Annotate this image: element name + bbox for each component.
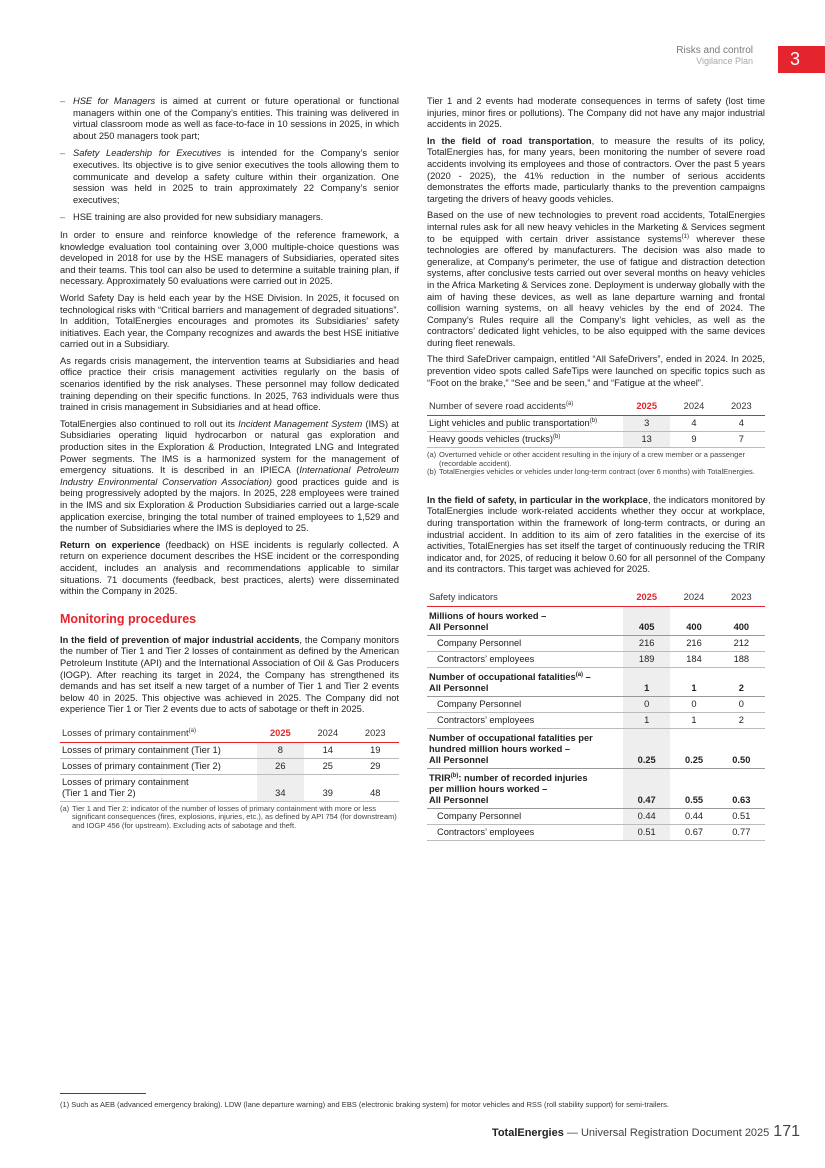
paragraph-major-accidents: In the field of prevention of major industrial accidents, the Company monitors the number of Tier 1 and Tier 2 losses of containment as defined by the American Petroleum Institute (API) and the International Association of Oil & Gas Producers (IOGP). After reaching its target in 2024, the Company has strengthened its demands and has set itself a new target of a number of Tier 1 and Tier 2 events below 40 in 2025. This objective was achieved in 2025. The Company did not experience Tier 1 or Tier 2 events due to acts of sabotage or theft in 2025. [60,634,399,715]
road-table-notes: (a) Overturned vehicle or other accident resulting in the injury of a crew member or a passenger (recordable accident). (b) TotalEnergies vehicles or vehicles under long-term contract (over 6 months) with TotalEnergies. [427,450,755,477]
table-row: Losses of primary containment (Tier 1 and Tier 2) 34 39 48 [60,774,399,801]
table-row: TRIR$^{(b)}$: number of recorded injuries per million hours worked – All Personnel 0.47 0.55 0.63 [427,768,765,808]
subsection-title: Vigilance Plan [696,56,753,66]
paragraph-world-safety: World Safety Day is held each year by the HSE Division. In 2025, it focused on technological risks with “Critical barriers and management of degraded situations”. In addition, TotalEnergies encourages and promotes its Subsidiaries’ safety initiatives. Each year, the Company recognizes and awards the best HSE initiative carried out in a Subsidiary. [60,292,399,350]
table-row: Company Personnel 0 0 0 [427,696,765,712]
paragraph-road-transport: In the field of road transportation, to measure the results of its policy, TotalEnergies has, for many years, been monitoring the number of severe road accidents involving its employees and those of contractors. Over the past 5 years (2020 - 2025), the 41% reduction in the number of serious accidents demonstrates the efforts made, particularly thanks to the prevention campaigns targeting the drivers of heavy goods vehicles. [427,135,765,204]
paragraph-return-experience: Return on experience (feedback) on HSE incidents is regularly collected. A return on experience document describes the HSE incident or the corresponding accident, includes an analysis and recommendations applicable to similar situations. 71 documents (feedback, best practices, alerts) were disseminated within the Company in 2025. [60,539,399,597]
table-row: Millions of hours worked – All Personnel 405 400 400 [427,606,765,635]
bullet-new-managers: – HSE training are also provided for new subsidiary managers. [60,212,324,223]
table-row: Number of occupational fatalities$^{(a)}$ – All Personnel 1 1 2 [427,667,765,696]
losses-table [60,724,399,802]
table-row: Light vehicles and public transportation$^{(b)}$ 3 4 4 [427,416,765,432]
running-header [676,45,753,67]
losses-table-notes: (a) Tier 1 and Tier 2: indicator of the number of losses of primary containment with more or less significant consequences (fires, explosions, injuries, etc.), as defined by API 754 (for downstream) and IOGP 456 (for upstream). Excluding acts of sabotage and theft. [60,803,397,830]
paragraph-safedriver: The third SafeDriver campaign, entitled “All SafeDrivers”, ended in 2024. In 2025, prevention video spots called SafeTips were launched on specific topics such as “Foot on the brake,” “See and be seen,” and “Fatigue at the wheel”. [427,354,765,388]
dash-marker: – [60,148,66,159]
table-row: Losses of primary containment (Tier 1) 8 14 19 [60,742,399,758]
safety-indicators-table [427,588,765,841]
table-row: Company Personnel 0.44 0.44 0.51 [427,808,765,824]
footnote-divider [60,1093,146,1094]
table-row: Losses of primary containment (Tier 2) 26 25 29 [60,758,399,774]
chapter-tab: 3 [778,46,825,73]
bullet-safety-leadership: – Safety Leadership for Executives is intended for the Company’s senior executives. Its objective is to give senior executives the tools allowing them to communicate and develop a safety culture within their organization. One session was held in 2025 to train approximately 22 Company’s senior executives; [60,148,399,205]
road-accidents-table [427,397,765,448]
table-header-row: Losses of primary containment$^{(a)}$ 2025 2024 2023 [60,724,399,743]
paragraph-knowledge: In order to ensure and reinforce knowledge of the reference framework, a knowledge evaluation tool containing over 3,000 multiple-choice questions was developed in 2018 for use by the HSE managers of Subsidiaries, operated sites and their teams. This tool can also be used to determine a suitable training plan, if necessary. Approximately 50 evaluations were carried out in 2025. [60,229,399,287]
page-footer [492,1123,800,1141]
table-row: Heavy goods vehicles (trucks)$^{(b)}$ 13 9 7 [427,432,765,448]
left-column [60,96,399,830]
table-row: Contractors’ employees 1 1 2 [427,712,765,728]
table-header-row: Number of severe road accidents$^{(a)}$ 2025 2024 2023 [427,397,765,416]
bullet-hse-managers: – HSE for Managers is aimed at current or future operational or functional managers within one of the Company’s entities. This training was delivered in virtual classroom mode as well as face-to-face in 10 sessions in 2025, in which about 250 managers took part; [60,96,400,141]
paragraph-ims: TotalEnergies also continued to roll out its Incident Management System (IMS) at Subsidiaries operating liquid hydrocarbon or natural gas exploration and production sites in the Exploration & Production, Integrated LNG and Integrated Power segments. The IMS is a harmonized system for the management of emergency situations. It is described in an IPIECA (International Petroleum Industry Environmental Conservation Association) good practices guide and is being progressively adopted by the majors. In 2025, 228 employees were trained in the IMS and six Exploration & Production Subsidiaries carried out a large-scale application exercise, bringing the total number of trained employees to 1,529 and the number of Subsidiaries where the IMS is deployed to 25. [60,418,399,534]
page-number: 171 [773,1123,800,1140]
table-row: Company Personnel 216 216 212 [427,635,765,651]
paragraph-crisis: As regards crisis management, the intervention teams at Subsidiaries and head office practice their crisis management activities regularly on the basis of scenarios identified by the risk analyses. These personnel may follow dedicated training depending on their specific functions. In 2025, 763 individuals were thus trained in crisis management in Subsidiaries and at head office. [60,355,399,413]
footer-doc-title: — Universal Registration Document 2025 [563,1127,770,1139]
table-row: Number of occupational fatalities per hundred million hours worked – All Personnel 0.25 0.25 0.50 [427,728,765,768]
table-row: Contractors’ employees 189 184 188 [427,651,765,667]
dash-marker: – [60,96,66,106]
right-column [427,96,765,841]
section-heading-monitoring: Monitoring procedures [60,611,197,626]
table-header-row: Safety indicators 2025 2024 2023 [427,588,765,607]
paragraph-tier-events: Tier 1 and 2 events had moderate consequences in terms of safety (lost time injuries, minor fires or pollutions). The Company did not have any major industrial accidents in 2025. [427,96,765,130]
paragraph-workplace-safety: In the field of safety, in particular in the workplace, the indicators monitored by TotalEnergies include work-related accidents whether they occur at workplace, during transportation within the framework of long-term contracts, or during an industrial accident. In addition to its aim of zero fatalities in the exercise of its activities, TotalEnergies has set itself the target of continuously reducing the TRIR indicator and, for 2025, of reducing it below 0.60 for all personnel of the Company and its contractors. This target was achieved for 2025. [427,494,765,575]
section-title: Risks and control [676,45,753,56]
table-row: Contractors’ employees 0.51 0.67 0.77 [427,824,765,840]
footnote: (1) Such as AEB (advanced emergency braking). LDW (lane departure warning) and EBS (electronic braking system) for motor vehicles and RSS (roll stability support) for semi-trailers. [60,1100,669,1109]
dash-marker: – [60,212,66,223]
footer-brand: TotalEnergies [491,1127,564,1139]
paragraph-new-technologies: Based on the use of new technologies to prevent road accidents, TotalEnergies internal rules ask for all new heavy vehicles in the Marketing & Services segment to be equipped with certain driver assistance systems$^{(1)}$ wherever these technologies are offered by manufacturers. The decision was also made to generalize, at Company’s perimeter, the use of fatigue and distraction detection systems, after conclusive tests carried out over several months on heavy vehicles in the Africa Marketing & Services zone. Deployment is underway globally with the aim of having these devices, as well as lane departure warning and frontal collision warning systems, on all heavy vehicles by the end of 2024. The Company’s Rules require all the Company’s light vehicles, as well as the contractors’ dedicated light vehicles, to be also equipped with the same devices during fleet renewals. [427,210,765,348]
